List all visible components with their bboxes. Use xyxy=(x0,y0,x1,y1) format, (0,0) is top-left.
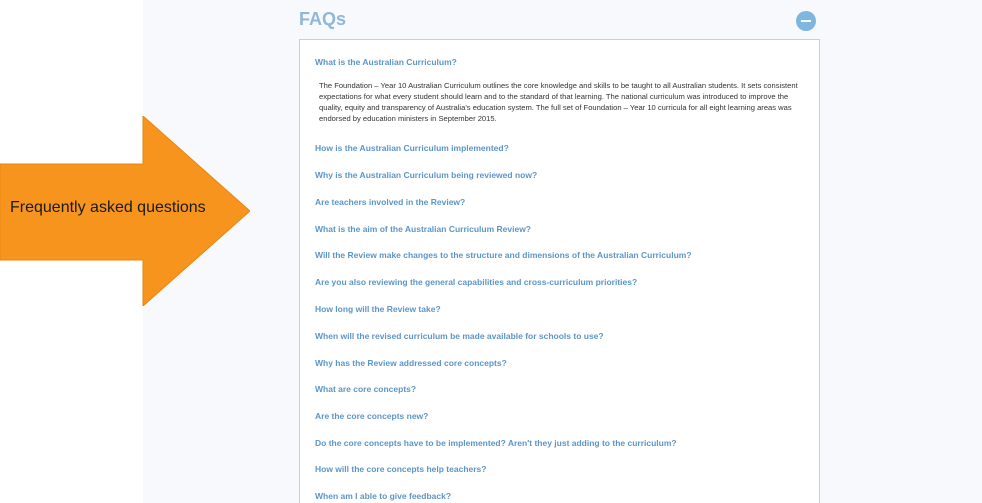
faq-question[interactable]: How will the core concepts help teachers? xyxy=(315,464,487,474)
faq-question[interactable]: When will the revised curriculum be made available for schools to use? xyxy=(315,331,604,341)
faq-question[interactable]: Why is the Australian Curriculum being reviewed now? xyxy=(315,170,538,180)
faq-question[interactable]: Are you also reviewing the general capabilities and cross-curriculum priorities? xyxy=(315,277,638,287)
faq-question-expanded[interactable]: What is the Australian Curriculum? xyxy=(315,57,457,67)
faq-question[interactable]: How long will the Review take? xyxy=(315,304,441,314)
faq-question[interactable]: What is the aim of the Australian Curriculum Review? xyxy=(315,224,531,234)
faq-question[interactable]: Do the core concepts have to be implemented? Aren't they just adding to the curriculum? xyxy=(315,438,677,448)
faq-question[interactable]: What are core concepts? xyxy=(315,384,417,394)
faq-question[interactable]: How is the Australian Curriculum implemented? xyxy=(315,143,509,153)
faq-panel xyxy=(299,39,820,503)
faq-question[interactable]: Why has the Review addressed core concepts? xyxy=(315,358,507,368)
faq-question[interactable]: Are the core concepts new? xyxy=(315,411,429,421)
faq-question[interactable]: Will the Review make changes to the structure and dimensions of the Australian Curriculum? xyxy=(315,250,692,260)
faq-answer: The Foundation – Year 10 Australian Curriculum outlines the core knowledge and skills to be taught to all Australian students. It sets consistent expectations for what every student should learn and to the standard of that learning. The national curriculum was introduced to improve the quality, equity and transparency of Australia's education system. The full set of Foundation – Year 10 curricula for all eight learning areas was endorsed by education ministers in September 2015. xyxy=(319,81,798,123)
faq-question[interactable]: Are teachers involved in the Review? xyxy=(315,197,466,207)
faq-title: FAQs xyxy=(299,9,347,29)
callout-text: Frequently asked questions xyxy=(10,199,206,216)
faq-question[interactable]: When am I able to give feedback? xyxy=(315,491,452,501)
minus-circle-icon[interactable] xyxy=(796,11,816,31)
